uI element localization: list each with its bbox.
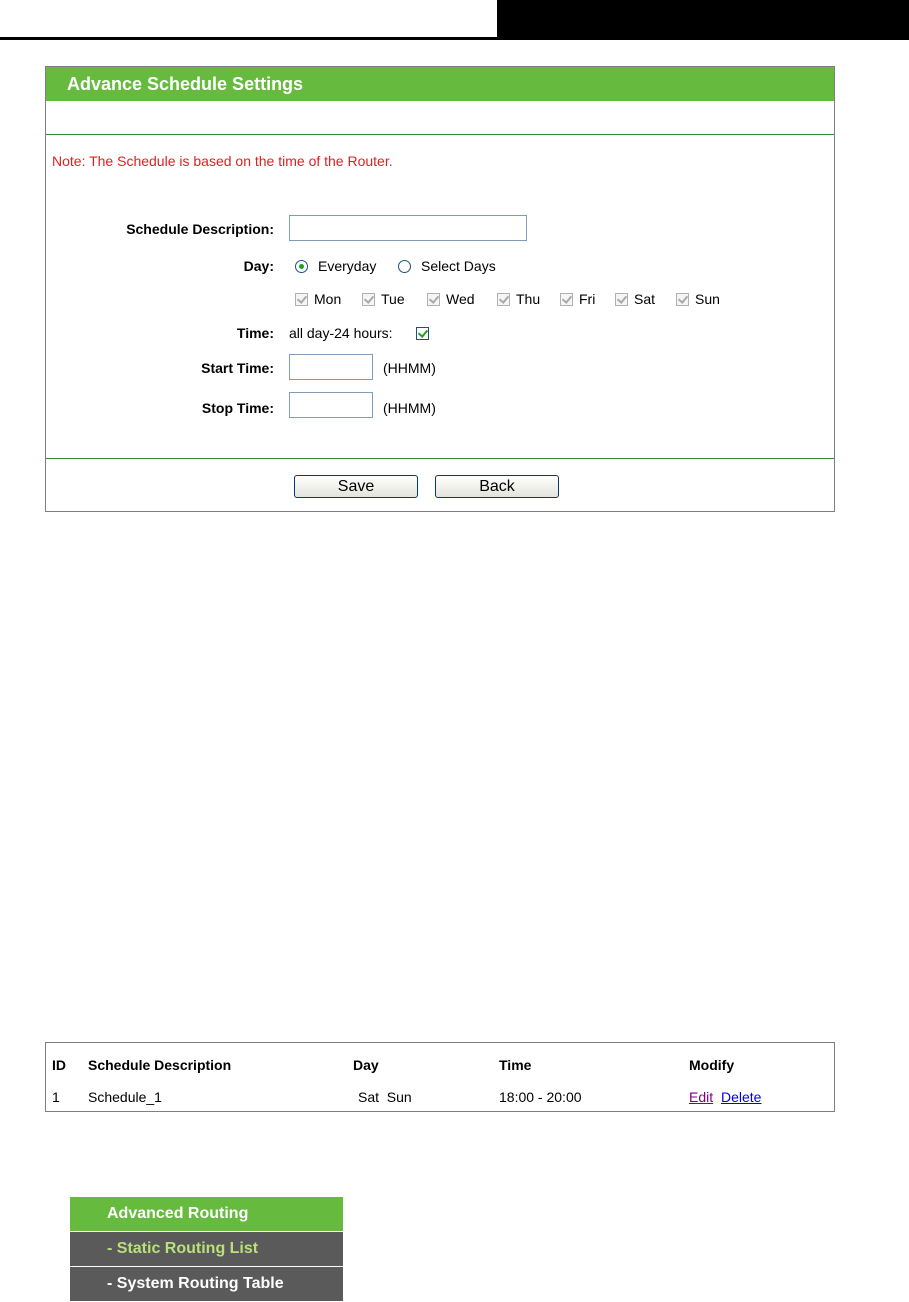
day-wed-label: Wed xyxy=(446,291,475,307)
menu-item-label: - Static Routing List xyxy=(107,1240,259,1257)
stop-time-input[interactable] xyxy=(289,392,373,418)
select-days-radio[interactable] xyxy=(398,260,411,273)
save-button[interactable]: Save xyxy=(294,475,418,498)
delete-link[interactable]: Delete xyxy=(721,1089,762,1105)
header-time: Time xyxy=(499,1057,532,1073)
day-fri-checkbox[interactable] xyxy=(560,293,573,306)
day-label: Day: xyxy=(243,258,274,274)
menu-item-system-routing-table[interactable] xyxy=(70,1267,343,1301)
page-header-rule xyxy=(0,37,497,40)
day-mon-label: Mon xyxy=(314,291,342,307)
row-id: 1 xyxy=(52,1089,60,1105)
schedule-settings-panel xyxy=(45,66,835,512)
day-thu-checkbox[interactable] xyxy=(497,293,510,306)
everyday-radio[interactable] xyxy=(295,260,308,273)
day-wed-checkbox[interactable] xyxy=(427,293,440,306)
page-header-bar xyxy=(497,0,909,40)
day-sat-checkbox[interactable] xyxy=(615,293,628,306)
edit-link[interactable]: Edit xyxy=(689,1089,714,1105)
header-day: Day xyxy=(353,1057,379,1073)
row-day: Sat Sun xyxy=(358,1089,412,1105)
day-sat-label: Sat xyxy=(634,291,656,307)
menu-item-label: - System Routing Table xyxy=(107,1275,284,1292)
day-thu-label: Thu xyxy=(516,291,541,307)
bottom-divider xyxy=(46,458,834,459)
advanced-routing-menu xyxy=(70,1197,343,1302)
time-label: Time: xyxy=(236,325,274,341)
schedule-table xyxy=(45,1042,835,1112)
stop-time-label: Stop Time: xyxy=(201,400,274,416)
start-time-input[interactable] xyxy=(289,354,373,380)
schedule-description-label: Schedule Description: xyxy=(126,221,274,237)
header-modify: Modify xyxy=(689,1057,735,1073)
menu-item-static-routing-list[interactable] xyxy=(70,1232,343,1266)
start-time-label: Start Time: xyxy=(201,360,274,376)
row-description: Schedule_1 xyxy=(88,1089,162,1105)
all-day-checkbox[interactable] xyxy=(416,327,429,340)
row-time: 18:00 - 20:00 xyxy=(499,1089,582,1105)
stop-time-format-hint: (HHMM) xyxy=(383,400,436,416)
schedule-description-input[interactable] xyxy=(289,215,527,241)
header-schedule-description: Schedule Description xyxy=(88,1057,232,1073)
panel-title: Advance Schedule Settings xyxy=(67,74,304,94)
start-time-format-hint: (HHMM) xyxy=(383,360,436,376)
top-divider xyxy=(46,134,834,135)
schedule-note: Note: The Schedule is based on the time of the Router. xyxy=(52,153,393,169)
day-tue-checkbox[interactable] xyxy=(362,293,375,306)
menu-item-label: Advanced Routing xyxy=(107,1205,249,1222)
all-day-label: all day-24 hours: xyxy=(289,325,393,341)
everyday-label: Everyday xyxy=(318,258,377,274)
header-id: ID xyxy=(52,1057,66,1073)
panel-title-bar xyxy=(46,67,834,101)
back-button[interactable]: Back xyxy=(435,475,559,498)
select-days-label: Select Days xyxy=(421,258,496,274)
menu-item-advanced-routing[interactable] xyxy=(70,1197,343,1231)
day-fri-label: Fri xyxy=(579,291,596,307)
day-sun-checkbox[interactable] xyxy=(676,293,689,306)
day-sun-label: Sun xyxy=(695,291,720,307)
day-tue-label: Tue xyxy=(381,291,405,307)
day-mon-checkbox[interactable] xyxy=(295,293,308,306)
